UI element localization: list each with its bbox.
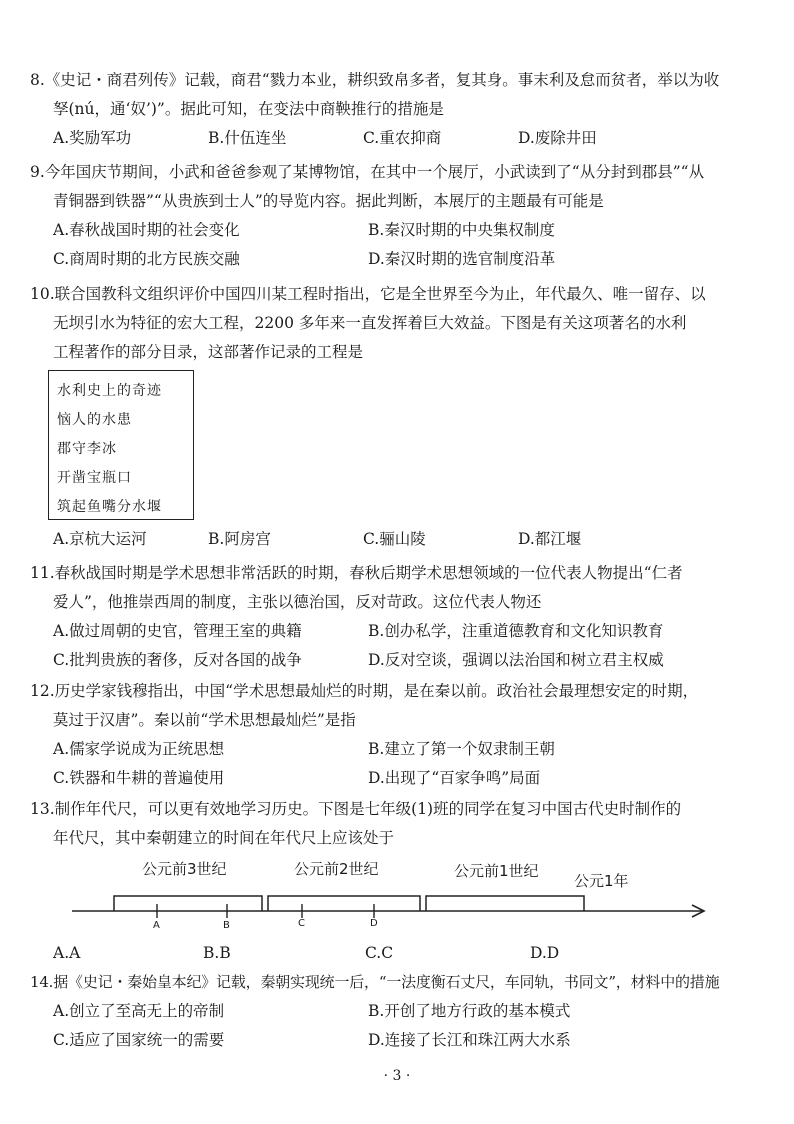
q13-option-c[interactable]: C.C [365,944,394,962]
q9-stem-line2: 青铜器到铁器”“从贵族到士人”的导览内容。据此判断，本展厅的主题最有可能是 [53,192,604,210]
toc-item: 筑起鱼嘴分水堰 [57,499,162,515]
q12-option-c[interactable]: C.铁器和牛耕的普遍使用 [53,769,225,787]
q11-option-b[interactable]: B.创办私学，注重道德教育和文化知识教育 [368,622,664,640]
century-bracket-1bc [426,896,584,911]
q9-option-b[interactable]: B.秦汉时期的中央集权制度 [368,221,555,239]
point-c: C [298,918,305,929]
point-a: A [153,920,160,931]
q12-option-b[interactable]: B.建立了第一个奴隶制王朝 [368,740,555,758]
q8-option-c[interactable]: C.重农抑商 [363,129,442,147]
label-2nd-century-bc: 公元前2世纪 [294,860,379,878]
q14-stem-line1: 14.据《史记・秦始皇本纪》记载，秦朝实现统一后，“一法度衡石丈尺，车同轨，书同文”，材料中的措施 [30,973,720,991]
toc-item: 郡守李冰 [57,441,117,457]
century-bracket-3bc [114,896,262,911]
q8-stem-line2: 孥(nú，通‘奴’)”。据此可知，在变法中商鞅推行的措施是 [53,100,444,118]
q14-option-d[interactable]: D.连接了长江和珠江两大水系 [368,1031,571,1049]
question-8 [30,66,766,153]
q12-option-d[interactable]: D.出现了“百家争鸣”局面 [368,769,541,787]
q12-stem-line1: 12.历史学家钱穆指出，中国“学术思想最灿烂的时期，是在秦以前。政治社会最理想安定的时期， [30,682,699,700]
q14-option-b[interactable]: B.开创了地方行政的基本模式 [368,1002,571,1020]
q9-option-c[interactable]: C.商周时期的北方民族交融 [53,250,240,268]
q10-option-c[interactable]: C.骊山陵 [363,530,426,548]
q12-stem-line2: 莫过于汉唐”。秦以前“学术思想最灿烂”是指 [53,711,356,729]
q9-option-d[interactable]: D.秦汉时期的选官制度沿革 [368,250,556,268]
question-10 [30,280,766,367]
question-14 [30,968,778,1055]
q10-stem-line1: 10.联合国教科文组织评价中国四川某工程时指出，它是全世界至今为止，年代最久、唯一留存、以 [30,285,706,303]
q14-option-a[interactable]: A.创立了至高无上的帝制 [53,1002,225,1020]
question-11 [30,559,766,675]
timeline-ruler [62,850,722,940]
q13-stem-line1: 13.制作年代尺，可以更有效地学习历史。下图是七年级(1)班的同学在复习中国古代史时制作的 [30,800,682,818]
q10-option-d[interactable]: D.都江堰 [518,530,582,548]
toc-item: 恼人的水患 [57,412,132,428]
q10-table-of-contents [48,370,194,520]
q9-option-a[interactable]: A.春秋战国时期的社会变化 [53,221,240,239]
q14-options-row2 [30,1026,778,1055]
question-9 [30,158,766,274]
q13-option-d[interactable]: D.D [530,944,560,962]
q10-stem-line3: 工程著作的部分目录，这部著作记录的工程是 [53,343,364,361]
q8-option-b[interactable]: B.什伍连坐 [208,129,287,147]
label-3rd-century-bc: 公元前3世纪 [142,860,227,878]
q9-stem-line1: 9.今年国庆节期间，小武和爸爸参观了某博物馆，在其中一个展厅，小武读到了“从分封到郡县”“从 [30,163,705,181]
point-d: D [370,918,378,929]
q10-option-b[interactable]: B.阿房宫 [208,530,271,548]
century-bracket-2bc [268,896,420,911]
question-12 [30,677,766,793]
q9-options-row1 [30,216,766,245]
q11-option-d[interactable]: D.反对空谈，强调以法治国和树立君主权威 [368,651,664,669]
q12-options-row2 [30,764,766,793]
toc-item: 开凿宝瓶口 [57,470,132,486]
q11-stem-line2: 爱人”，他推崇西周的制度，主张以德治国，反对苛政。这位代表人物还 [53,593,542,611]
q11-option-c[interactable]: C.批判贵族的奢侈，反对各国的战争 [53,651,302,669]
point-b: B [223,920,230,931]
q8-option-d[interactable]: D.废除井田 [518,129,597,147]
q12-options-row1 [30,735,766,764]
label-1st-century-bc: 公元前1世纪 [454,862,539,880]
q13-option-a[interactable]: A.A [53,944,81,962]
q8-stem-line1: 8.《史记・商君列传》记载，商君“戮力本业，耕织致帛多者，复其身。事末利及怠而贫者，举以为收 [30,71,720,89]
q13-options [30,939,766,968]
q13-stem-line2: 年代尺，其中秦朝建立的时间在年代尺上应该处于 [53,829,395,847]
label-year-1-ad: 公元1年 [574,872,629,890]
q9-options-row2 [30,245,766,274]
q10-options [30,525,766,554]
q12-option-a[interactable]: A.儒家学说成为正统思想 [53,740,225,758]
q8-options [30,124,766,153]
q13-option-b[interactable]: B.B [203,944,231,962]
q11-stem-line1: 11.春秋战国时期是学术思想非常活跃的时期，春秋后期学术思想领域的一位代表人物提出“仁者 [30,564,683,582]
q14-options-row1 [30,997,778,1026]
q11-options-row1 [30,617,766,646]
toc-item: 水利史上的奇迹 [57,383,162,399]
question-13 [30,795,766,853]
q10-stem-line2: 无坝引水为特征的宏大工程，2200 多年来一直发挥着巨大效益。下图是有关这项著名的水利 [53,314,687,332]
q8-option-a[interactable]: A.奖励军功 [53,129,132,147]
q10-option-a[interactable]: A.京杭大运河 [53,530,147,548]
page-number: · 3 · [383,1068,411,1084]
q11-options-row2 [30,646,766,675]
q11-option-a[interactable]: A.做过周朝的史官，管理王室的典籍 [53,622,302,640]
q14-option-c[interactable]: C.适应了国家统一的需要 [53,1031,225,1049]
